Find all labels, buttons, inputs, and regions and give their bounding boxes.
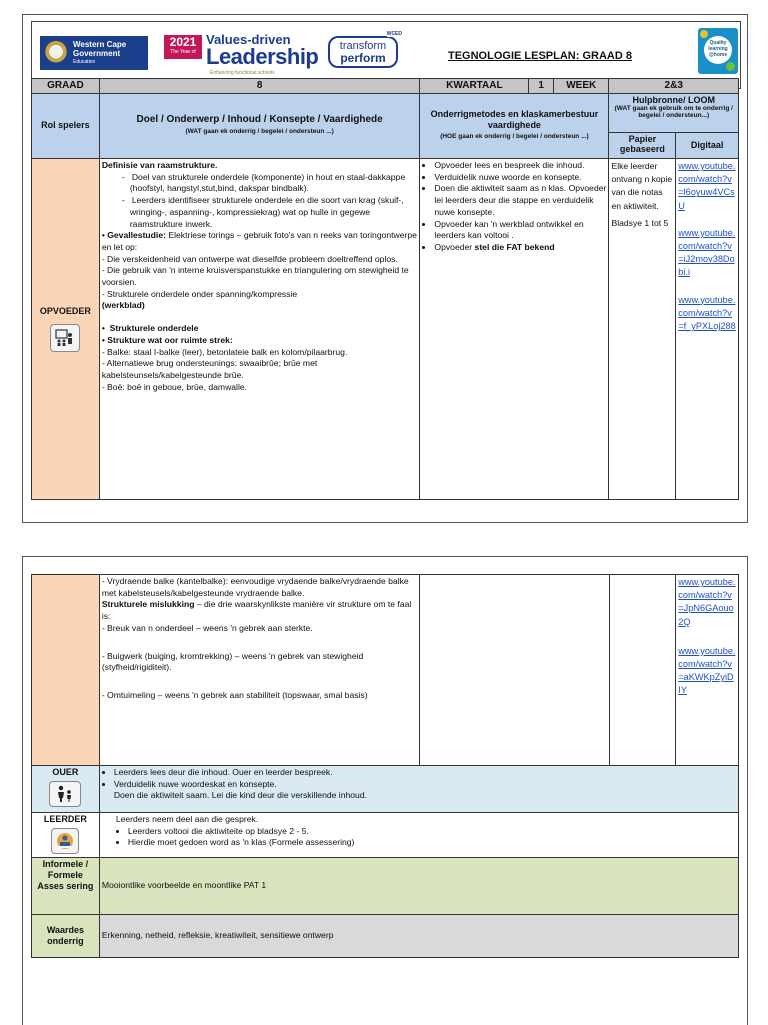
leerder-row [32, 813, 739, 858]
kwartaal-value: 1 [529, 79, 554, 94]
opvoeder-role-cell-continued [32, 575, 100, 766]
digitaal-header: Digitaal [676, 133, 739, 159]
teacher-icon [50, 324, 80, 352]
opvoeder-content-continued: - Vrydraende balke (kantelbalke): eenvoudige vrydaende balke/vrydraende balke met kabelsteusels/kabelgesteunde vrydraende balke. Strukturele mislukking – die drie waarskynlikste manière vir strukture om te faal is: - Breuk van n onderdeel – weens 'n gebrek aan sterkte. - Buigwerk (buiging, kromtrekking) – weens 'n gebrek van stewigheid (styfheid/rigiditeit). - Omtuimeling – weens 'n gebrek aan stabiliteit (topswaar, smal basis) [99, 575, 420, 766]
leadership-line1: Values-driven [206, 32, 291, 47]
youtube-link-4[interactable]: www.youtube.com/watch?v=JpN6GAouo2Q [678, 577, 736, 627]
crest-icon [43, 40, 69, 66]
papier-header: Papier gebaseerd [609, 133, 676, 159]
youtube-link-2[interactable]: www.youtube.com/watch?v=iJ2mov38Dobi.i [678, 227, 736, 278]
wc-logo-line3: Education [73, 58, 96, 65]
opvoeder-role-cell [32, 159, 100, 500]
leerder-label: LEERDER [43, 814, 87, 824]
page-2 [22, 556, 748, 1025]
doel-header: Doel / Onderwerp / Inhoud / Konsepte / Vaardighede (WAT gaan ek onderrig / begelei / ondersteun ...) [99, 94, 420, 159]
grade-strip [32, 79, 739, 94]
lesson-plan-table [31, 78, 739, 500]
waardes-row [32, 915, 739, 958]
assessering-content: Mooiontlike voorbeelde en moontlike PAT 1 [99, 858, 738, 915]
opvoeder-papier: Elke leerder ontvang n kopie van die notas en aktiwiteit. Bladsye 1 tot 5 [609, 159, 676, 500]
column-header-row [32, 94, 739, 133]
opvoeder-digitaal-continued [676, 575, 739, 766]
metodes-header: Onderrigmetodes en klaskamerbestuur vaardighede (HOE gaan ek onderrig / begelei / ondersteun ...) [420, 94, 609, 159]
ouer-content: • Leerders lees deur die inhoud. Ouer en leerder bespreek. • Verduidelik nuwe woordeskat en konsepte. Doen die aktiwiteit saam. Lei die kind deur die verskillende inhoud. [99, 766, 738, 813]
opvoeder-row [32, 159, 739, 500]
graad-value: 8 [99, 79, 420, 94]
youtube-link-5[interactable]: www.youtube.com/watch?v=aKWKpZyiDIY [678, 645, 736, 696]
leerder-role-cell [32, 813, 100, 858]
wc-logo-line1: Western Cape [73, 39, 127, 49]
assessering-label: Informele / Formele Asses sering [32, 858, 100, 915]
graad-label: GRAAD [32, 79, 100, 94]
waardes-content: Erkenning, netheid, refleksie, kreatiwiteit, sensitiewe ontwerp [99, 915, 738, 958]
leadership-line2: Leadership [206, 44, 319, 69]
wc-logo-line2: Government [73, 48, 121, 58]
opvoeder-methods: • Opvoeder lees en bespreek die inhoud. • Verduidelik nuwe woorde en konsepte. • Doen die aktiwiteit saam as n klas. Opvoeder lei leerders deur die stappe en verduidelik nuwe konsepte. • Opvoeder kan 'n werkblad ontwikkel en leerders kan voltooi . • Opvoeder stel die FAT bekend [420, 159, 609, 500]
opvoeder-content: Definisie van raamstrukture. - Doel van strukturele onderdele (komponente) in hout en staal-dakkappe (hoofstyl, hangstyl,stut,bind, dakspar bindbalk). - Leerders identifiseer strukturele onderdele en die soort van krag (skuif-, wringing-, aspanning-, kompressiekrag) wat op hulle in gegewe raamstrukture inwerk. • Gevallestudie: Elektriese torings – gebruik foto's van n reeks van toringontwerpe en let op: - Die verskeidenheid van ontwerpe wat dieselfde probleem doeltreffend oplos. - Die gebruik van 'n interne kruisverspanstukke en triangulering om stewigheid te voorsien. - Strukturele onderdele onder spanning/kompressie (werkblad) • Strukturele onderdele • Strukture wat oor ruimte strek: - Balke: staal I-balke (leer), betonlateie balk en kolom/pilaarbrug. - Alternatiewe brug ondersteunings: swaaibrûe; brûe met kabelsteunsels/kabelgesteunde brûe. - Boë: boë in geboue, brûe, damwalle. [99, 159, 420, 500]
opvoeder-papier-continued [609, 575, 676, 766]
lesson-plan-table-continued [31, 574, 739, 958]
hulpbronne-header: Hulpbronne/ LOOM (WAT gaan ek gebruik om te onderrig / begelei / ondersteun...) [609, 94, 739, 133]
learner-icon [51, 828, 79, 854]
week-label: WEEK [553, 79, 608, 94]
kwartaal-label: KWARTAAL [420, 79, 529, 94]
opvoeder-methods-continued [420, 575, 609, 766]
parent-child-icon [49, 781, 81, 807]
opvoeder-continued-row [32, 575, 739, 766]
opvoeder-label: OPVOEDER [39, 306, 91, 317]
waardes-label: Waardes onderrig [32, 915, 100, 958]
values-driven-leadership-logo [164, 32, 324, 76]
transform-perform-logo: WCED transform perform [328, 36, 398, 68]
document-title: TEGNOLOGIE LESPLAN: GRAAD 8 [448, 50, 632, 62]
week-value: 2&3 [609, 79, 739, 94]
page-1 [22, 14, 748, 523]
ouer-role-cell [32, 766, 100, 813]
western-cape-logo [40, 36, 148, 70]
rol-spelers-header: Rol spelers [32, 94, 100, 159]
assessering-row [32, 858, 739, 915]
leadership-tagline: Enhancing functional schools [210, 70, 275, 76]
youtube-link-3[interactable]: www.youtube.com/watch?v=f_yPXLoj288 [678, 294, 736, 332]
ouer-label: OUER [52, 767, 79, 777]
leerder-content: Leerders neem deel aan die gesprek. • Leerders voltooi die aktiwiteite op bladsye 2 - 5. • Hierdie moet gedoen word as 'n klas (Formele assessering) [99, 813, 738, 858]
ouer-row [32, 766, 739, 813]
quality-learning-logo [698, 28, 738, 74]
opvoeder-digitaal [676, 159, 739, 500]
quality-learning-text: Quality learning @home [704, 36, 732, 64]
year-badge: 2021 The Year of [164, 35, 202, 59]
youtube-link-1[interactable]: www.youtube.com/watch?v=l6oyuw4VCsU [678, 161, 736, 211]
